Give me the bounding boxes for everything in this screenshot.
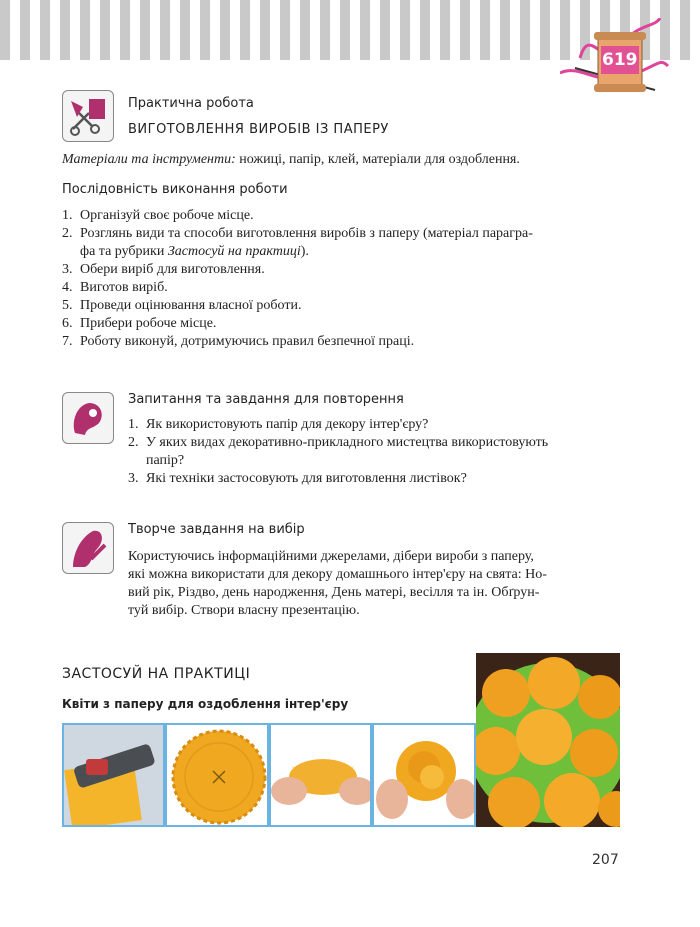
questions-icon: [62, 392, 114, 444]
list-item: 6. Прибери робоче місце.: [62, 316, 217, 331]
list-item: 2. Розглянь види та способи виготовлення виробів з паперу (матеріал парагра- фа та рубрики Застосуй на практиці).: [62, 226, 533, 259]
list-item: 4. Виготов виріб.: [62, 280, 168, 295]
creative-heading: Творче завдання на вибір: [128, 522, 305, 537]
flower-ball-photo: [476, 653, 620, 827]
page-number: 207: [592, 852, 619, 868]
list-item: 3. Обери виріб для виготовлення.: [62, 262, 265, 277]
list-item: 1. Як використовують папір для декору інтер'єру?: [128, 417, 429, 432]
step-photo-1: [62, 723, 165, 827]
list-item: 2. У яких видах декоративно-прикладного мистецтва використовують папір?: [128, 435, 549, 468]
practice-caption: Квіти з паперу для оздоблення інтер'єру: [62, 697, 349, 711]
practical-title: ВИГОТОВЛЕННЯ ВИРОБІВ ІЗ ПАПЕРУ: [128, 122, 389, 137]
materials-text: ножиці, папір, клей, матеріали для оздоблення.: [235, 152, 520, 167]
page-badge-number: 619: [602, 50, 638, 70]
step-photo-4: [372, 723, 476, 827]
practical-label: Практична робота: [128, 96, 254, 111]
list-item: 3. Які техніки застосовують для виготовлення листівок?: [128, 471, 467, 486]
practical-work-icon: [62, 90, 114, 142]
sequence-heading: Послідовність виконання роботи: [62, 182, 288, 197]
step-photo-2: [165, 723, 269, 827]
materials-line: [62, 152, 520, 168]
materials-label: Матеріали та інструменти:: [62, 152, 236, 167]
list-item: 5. Проведи оцінювання власної роботи.: [62, 298, 302, 313]
creative-task-icon: [62, 522, 114, 574]
questions-list: [128, 416, 628, 488]
questions-heading: Запитання та завдання для повторення: [128, 392, 404, 407]
step-photo-3: [269, 723, 372, 827]
practice-heading: ЗАСТОСУЙ НА ПРАКТИЦІ: [62, 666, 251, 682]
steps-list: [62, 207, 622, 351]
creative-text: Користуючись інформаційними джерелами, дібери вироби з паперу, які можна використати для декору домашнього інтер'єру на свята: Но- вий рік, Різдво, день народження, День матері, весілля та ін. Обґрун- туй вибір. Створи власну презентацію.: [128, 549, 547, 618]
list-item: 1. Організуй своє робоче місце.: [62, 208, 254, 223]
list-item: 7. Роботу виконуй, дотримуючись правил безпечної праці.: [62, 334, 415, 349]
